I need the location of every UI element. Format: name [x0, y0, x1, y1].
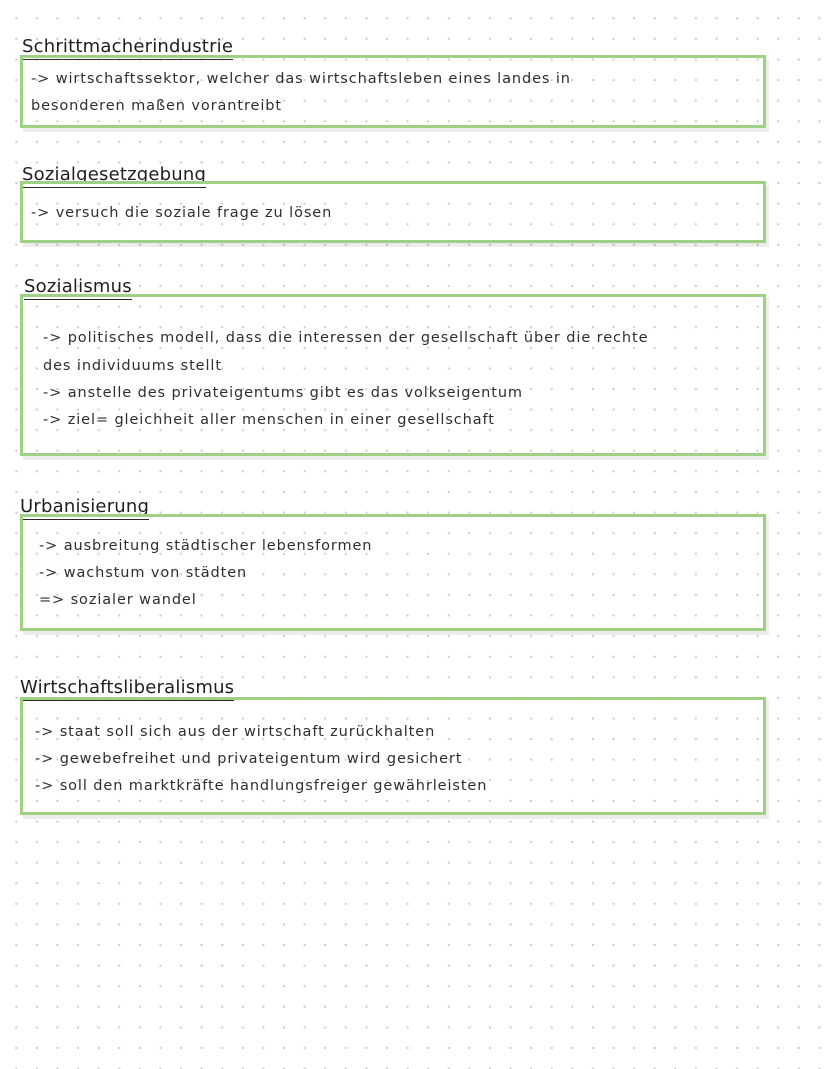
section-heading: Sozialgesetzgebung [22, 164, 206, 188]
definition-line: des individuums stellt [43, 358, 222, 374]
definition-line: -> versuch die soziale frage zu lösen [31, 205, 333, 221]
definition-line: -> anstelle des privateigentums gibt es das volkseigentum [43, 385, 523, 401]
definition-line: -> ziel= gleichheit aller menschen in einer gesellschaft [43, 412, 495, 428]
definition-line: besonderen maßen vorantreibt [31, 98, 282, 114]
definition-line: -> politisches modell, dass die interessen der gesellschaft über die rechte [43, 330, 649, 346]
definition-line: -> gewebefreihet und privateigentum wird gesichert [35, 751, 463, 767]
section-heading: Sozialismus [24, 276, 132, 300]
definition-line: -> staat soll sich aus der wirtschaft zurückhalten [35, 724, 436, 740]
definition-line: => sozialer wandel [39, 592, 197, 608]
definition-line: -> wachstum von städten [39, 565, 248, 581]
definition-line: -> ausbreitung städtischer lebensformen [39, 538, 373, 554]
section-heading: Wirtschaftsliberalismus [20, 677, 234, 701]
definition-box [20, 55, 766, 128]
definition-line: -> soll den marktkräfte handlungsfreiger gewährleisten [35, 778, 488, 794]
section-heading: Schrittmacherindustrie [22, 36, 233, 60]
definition-line: -> wirtschaftssektor, welcher das wirtschaftsleben eines landes in [31, 71, 571, 87]
section-heading: Urbanisierung [20, 496, 149, 520]
